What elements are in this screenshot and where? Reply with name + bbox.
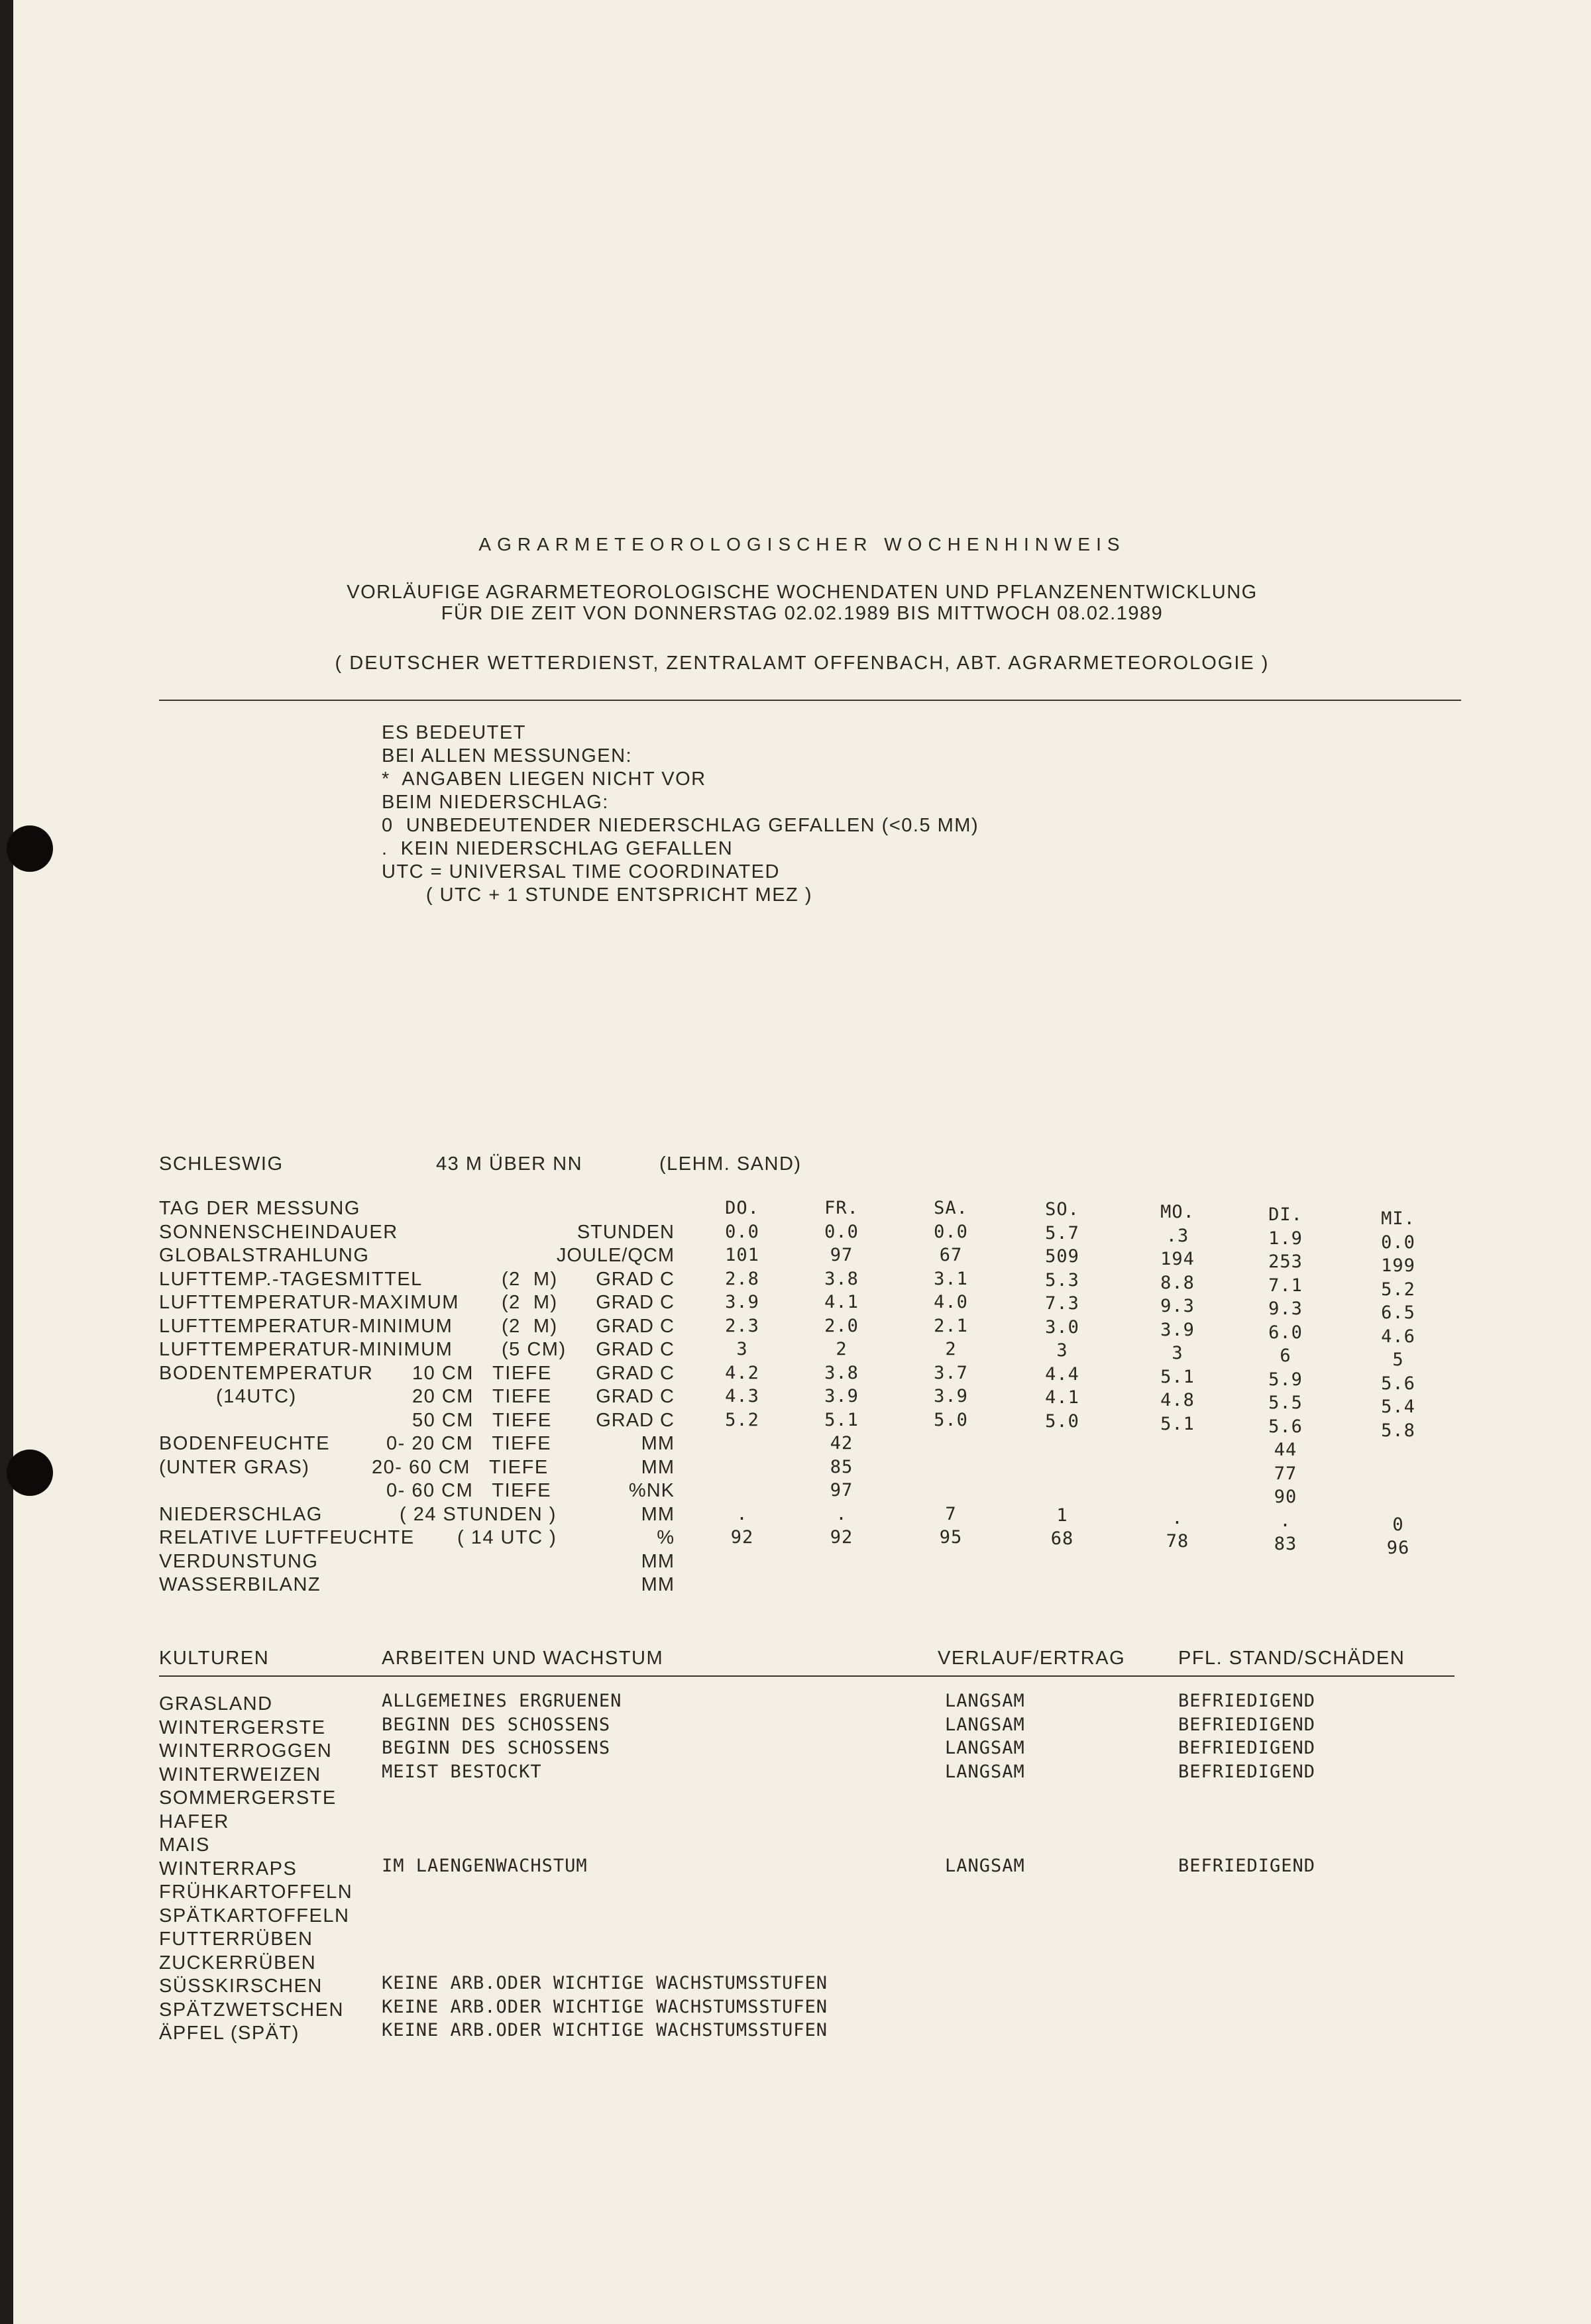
crop-status: BEFRIEDIGEND — [1178, 1761, 1316, 1782]
station-name: SCHLESWIG — [159, 1153, 284, 1175]
measurement-sub: 20- 60 CM TIEFE — [372, 1456, 549, 1478]
measurement-sub: (5 CM) — [502, 1339, 567, 1360]
crop-name: ZUCKERRÜBEN — [159, 1952, 317, 1974]
crop-name: WINTERROGGEN — [159, 1740, 333, 1762]
header-divider — [159, 700, 1461, 701]
measurement-value: 95 — [939, 1527, 963, 1548]
measurement-label: LUFTTEMPERATUR-MINIMUM — [159, 1339, 453, 1360]
crop-status: BEFRIEDIGEND — [1178, 1855, 1316, 1876]
measurement-value: 4.1 — [1045, 1387, 1079, 1408]
measurement-value: 2.0 — [824, 1315, 859, 1336]
measurement-sub: (2 M) — [502, 1315, 558, 1337]
measurement-value: 5.7 — [1045, 1222, 1079, 1243]
crops-col-culture: KULTUREN — [159, 1648, 270, 1669]
crop-course: LANGSAM — [945, 1691, 1025, 1711]
measurement-value: 5.5 — [1268, 1393, 1303, 1413]
measurement-value: 5.2 — [1381, 1279, 1415, 1300]
measurement-value: 4.8 — [1160, 1390, 1195, 1410]
crop-work: MEIST BESTOCKT — [382, 1761, 542, 1782]
measurement-label: LUFTTEMPERATUR-MINIMUM — [159, 1315, 453, 1337]
measurement-value: 0.0 — [725, 1221, 759, 1242]
measurement-unit: GRAD C — [596, 1409, 675, 1431]
measurement-label: SONNENSCHEINDAUER — [159, 1221, 398, 1243]
crop-course: LANGSAM — [945, 1761, 1025, 1782]
measurement-value: 3.9 — [1160, 1319, 1195, 1340]
measurement-unit: GRAD C — [596, 1339, 675, 1360]
measurement-value: 42 — [830, 1433, 853, 1453]
crop-status: BEFRIEDIGEND — [1178, 1714, 1316, 1735]
measurement-sub: (2 M) — [502, 1268, 558, 1290]
measurement-value: 6 — [1280, 1346, 1291, 1366]
crop-name: WINTERWEIZEN — [159, 1764, 321, 1785]
legend-line: ES BEDEUTET — [382, 722, 526, 743]
crop-name: WINTERGERSTE — [159, 1717, 326, 1738]
day-header: MO. — [1160, 1202, 1195, 1222]
measurement-value: 78 — [1166, 1531, 1189, 1552]
day-header: DI. — [1268, 1204, 1303, 1225]
measurement-value: 5.9 — [1268, 1369, 1303, 1390]
measurement-value: 68 — [1050, 1528, 1074, 1549]
measurement-value: 97 — [830, 1245, 853, 1265]
legend-line: BEI ALLEN MESSUNGEN: — [382, 745, 633, 766]
measurement-value: 199 — [1381, 1255, 1415, 1276]
measurement-value: 5.1 — [824, 1409, 859, 1430]
measurement-label: TAG DER MESSUNG — [159, 1198, 360, 1219]
measurement-value: 3.0 — [1045, 1316, 1079, 1338]
measurement-value: . — [1280, 1510, 1291, 1531]
measurement-value: 3 — [736, 1339, 748, 1359]
measurement-value: 5.8 — [1381, 1420, 1415, 1441]
measurement-label: (14UTC) — [159, 1386, 297, 1407]
measurement-value: 85 — [830, 1456, 853, 1477]
day-header: SO. — [1045, 1199, 1079, 1220]
measurement-value: 9.3 — [1160, 1296, 1195, 1316]
measurement-value: 9.3 — [1268, 1298, 1303, 1319]
measurement-sub: 50 CM TIEFE — [412, 1409, 552, 1431]
crop-name: ÄPFEL (SPÄT) — [159, 2023, 300, 2044]
measurement-value: 5.0 — [934, 1409, 968, 1430]
report-subtitle: VORLÄUFIGE AGRARMETEOROLOGISCHE WOCHENDATEN UND PFLANZENENTWICKLUNG — [347, 582, 1258, 603]
measurement-value: 4.2 — [725, 1362, 759, 1383]
measurement-label: LUFTTEMP.-TAGESMITTEL — [159, 1268, 423, 1290]
station-elevation: 43 M ÜBER NN — [436, 1153, 583, 1175]
measurement-value: 4.1 — [824, 1292, 859, 1312]
crop-work: ALLGEMEINES ERGRUENEN — [382, 1691, 622, 1711]
crops-header-divider — [159, 1675, 1454, 1677]
measurement-value: 194 — [1160, 1249, 1195, 1269]
crops-col-course: VERLAUF/ERTRAG — [938, 1648, 1126, 1669]
measurement-value: 5.4 — [1381, 1397, 1415, 1417]
crop-name: FUTTERRÜBEN — [159, 1928, 313, 1950]
report-title: AGRARMETEOROLOGISCHER WOCHENHINWEIS — [478, 534, 1126, 555]
crop-name: SÜSSKIRSCHEN — [159, 1976, 323, 1997]
crop-work: KEINE ARB.ODER WICHTIGE WACHSTUMSSTUFEN — [382, 1973, 828, 1993]
measurement-value: 5.3 — [1045, 1269, 1079, 1291]
measurement-value: 92 — [830, 1527, 853, 1548]
measurement-value: 77 — [1274, 1463, 1297, 1484]
measurement-value: . — [736, 1503, 748, 1524]
measurement-label: RELATIVE LUFTFEUCHTE — [159, 1527, 415, 1548]
measurement-label: VERDUNSTUNG — [159, 1550, 319, 1572]
measurement-label: BODENTEMPERATUR — [159, 1362, 374, 1384]
measurement-value: 3 — [1056, 1340, 1068, 1361]
measurement-value: 6.5 — [1381, 1302, 1415, 1323]
measurement-value: 3.9 — [934, 1386, 968, 1406]
measurement-value: 0 — [1392, 1514, 1404, 1535]
document-page — [13, 0, 1591, 2324]
measurement-value: . — [836, 1503, 848, 1524]
measurement-value: 5.1 — [1160, 1413, 1195, 1434]
crop-name: SPÄTZWETSCHEN — [159, 1999, 344, 2021]
measurement-value: 5.0 — [1045, 1410, 1079, 1432]
measurement-value: 67 — [939, 1245, 963, 1265]
report-period: FÜR DIE ZEIT VON DONNERSTAG 02.02.1989 BIS MITTWOCH 08.02.1989 — [441, 603, 1164, 624]
crop-status: BEFRIEDIGEND — [1178, 1738, 1316, 1758]
measurement-value: 5.6 — [1268, 1416, 1303, 1437]
day-header: FR. — [824, 1198, 859, 1218]
measurement-value: 5 — [1392, 1349, 1404, 1370]
punch-hole-top — [7, 825, 53, 872]
measurement-value: 2.1 — [934, 1315, 968, 1336]
crop-work: BEGINN DES SCHOSSENS — [382, 1738, 611, 1758]
measurement-value: 4.0 — [934, 1292, 968, 1312]
measurement-value: 3.8 — [824, 1268, 859, 1289]
crops-col-work: ARBEITEN UND WACHSTUM — [382, 1648, 664, 1669]
measurement-label: (UNTER GRAS) — [159, 1456, 310, 1478]
measurement-label: NIEDERSCHLAG — [159, 1503, 323, 1525]
measurement-label: BODENFEUCHTE — [159, 1433, 331, 1454]
measurement-sub: ( 24 STUNDEN ) — [400, 1503, 557, 1525]
legend-line: ( UTC + 1 STUNDE ENTSPRICHT MEZ ) — [382, 884, 812, 906]
measurement-value: 101 — [725, 1245, 759, 1265]
measurement-unit: MM — [641, 1574, 675, 1595]
measurement-value: 5.6 — [1381, 1373, 1415, 1394]
measurement-value: 3 — [1172, 1343, 1183, 1363]
measurement-value: . — [1172, 1507, 1183, 1528]
measurement-value: 97 — [830, 1480, 853, 1501]
measurement-label: GLOBALSTRAHLUNG — [159, 1245, 370, 1266]
crops-col-status: PFL. STAND/SCHÄDEN — [1178, 1648, 1405, 1669]
measurement-value: 3.8 — [824, 1362, 859, 1383]
crop-name: MAIS — [159, 1834, 210, 1856]
legend-line: . KEIN NIEDERSCHLAG GEFALLEN — [382, 838, 734, 859]
day-header: DO. — [725, 1198, 759, 1218]
crop-work: IM LAENGENWACHSTUM — [382, 1855, 588, 1876]
measurement-sub: 10 CM TIEFE — [412, 1362, 552, 1384]
measurement-value: 44 — [1274, 1440, 1297, 1460]
measurement-value: 2.3 — [725, 1315, 759, 1336]
measurement-value: 4.3 — [725, 1386, 759, 1406]
measurement-unit: JOULE/QCM — [556, 1245, 675, 1266]
measurement-unit: MM — [641, 1503, 675, 1525]
measurement-value: 0.0 — [934, 1221, 968, 1242]
measurement-label: WASSERBILANZ — [159, 1574, 321, 1595]
measurement-value: 253 — [1268, 1251, 1303, 1272]
measurement-value: 7.3 — [1045, 1293, 1079, 1314]
crop-name: SPÄTKARTOFFELN — [159, 1905, 350, 1927]
measurement-value: 8.8 — [1160, 1272, 1195, 1293]
crop-work: BEGINN DES SCHOSSENS — [382, 1714, 611, 1735]
crop-name: HAFER — [159, 1811, 229, 1832]
measurement-unit: %NK — [628, 1480, 675, 1501]
measurement-value: 5.2 — [725, 1409, 759, 1430]
punch-hole-bottom — [7, 1450, 53, 1496]
measurement-unit: GRAD C — [596, 1268, 675, 1290]
measurement-value: 96 — [1386, 1538, 1410, 1558]
measurement-value: 3.7 — [934, 1362, 968, 1383]
measurement-unit: GRAD C — [596, 1315, 675, 1337]
measurement-sub: 20 CM TIEFE — [412, 1386, 552, 1407]
crop-name: FRÜHKARTOFFELN — [159, 1881, 353, 1903]
measurement-value: 3.9 — [725, 1292, 759, 1312]
measurement-value: 83 — [1274, 1534, 1297, 1554]
measurement-unit: MM — [641, 1456, 675, 1478]
measurement-unit: STUNDEN — [576, 1221, 675, 1243]
crop-course: LANGSAM — [945, 1714, 1025, 1735]
legend-line: * ANGABEN LIEGEN NICHT VOR — [382, 768, 706, 790]
measurement-value: 0.0 — [824, 1221, 859, 1242]
measurement-sub: (2 M) — [502, 1292, 558, 1313]
measurement-value: .3 — [1166, 1225, 1189, 1246]
measurement-sub: 0- 60 CM TIEFE — [386, 1480, 552, 1501]
crop-work: KEINE ARB.ODER WICHTIGE WACHSTUMSSTUFEN — [382, 2020, 828, 2040]
legend-line: UTC = UNIVERSAL TIME COORDINATED — [382, 861, 780, 882]
measurement-value: 4.4 — [1045, 1363, 1079, 1385]
crop-course: LANGSAM — [945, 1738, 1025, 1758]
measurement-sub: 0- 20 CM TIEFE — [386, 1433, 552, 1454]
measurement-unit: % — [657, 1527, 675, 1548]
measurement-unit: MM — [641, 1550, 675, 1572]
crop-status: BEFRIEDIGEND — [1178, 1691, 1316, 1711]
measurement-value: 2.8 — [725, 1268, 759, 1289]
measurement-value: 7.1 — [1268, 1275, 1303, 1296]
measurement-value: 0.0 — [1381, 1232, 1415, 1253]
measurement-value: 7 — [945, 1503, 957, 1524]
measurement-label: LUFTTEMPERATUR-MAXIMUM — [159, 1292, 459, 1313]
station-soil: (LEHM. SAND) — [659, 1153, 802, 1175]
day-header: MI. — [1381, 1208, 1415, 1229]
measurement-value: 2 — [945, 1339, 957, 1359]
legend-line: BEIM NIEDERSCHLAG: — [382, 792, 609, 813]
measurement-value: 6.0 — [1268, 1322, 1303, 1343]
report-source: ( DEUTSCHER WETTERDIENST, ZENTRALAMT OFFENBACH, ABT. AGRARMETEOROLOGIE ) — [335, 653, 1270, 674]
measurement-value: 4.6 — [1381, 1326, 1415, 1347]
measurement-unit: GRAD C — [596, 1292, 675, 1313]
measurement-value: 509 — [1045, 1246, 1079, 1267]
measurement-unit: GRAD C — [596, 1386, 675, 1407]
measurement-value: 3.9 — [824, 1386, 859, 1406]
legend-line: 0 UNBEDEUTENDER NIEDERSCHLAG GEFALLEN (<0.5 MM) — [382, 815, 979, 836]
crop-course: LANGSAM — [945, 1855, 1025, 1876]
measurement-value: 3.1 — [934, 1268, 968, 1289]
measurement-value: 5.1 — [1160, 1366, 1195, 1387]
measurement-value: 2 — [836, 1339, 848, 1359]
measurement-value: 1 — [1056, 1505, 1068, 1526]
crop-name: GRASLAND — [159, 1693, 273, 1715]
crop-work: KEINE ARB.ODER WICHTIGE WACHSTUMSSTUFEN — [382, 1996, 828, 2017]
measurement-value: 90 — [1274, 1487, 1297, 1507]
day-header: SA. — [934, 1198, 968, 1218]
measurement-value: 92 — [730, 1527, 754, 1548]
crop-name: WINTERRAPS — [159, 1858, 298, 1879]
measurement-unit: MM — [641, 1433, 675, 1454]
measurement-value: 1.9 — [1268, 1228, 1303, 1249]
crop-name: SOMMERGERSTE — [159, 1787, 337, 1809]
measurement-unit: GRAD C — [596, 1362, 675, 1384]
measurement-sub: ( 14 UTC ) — [457, 1527, 557, 1548]
